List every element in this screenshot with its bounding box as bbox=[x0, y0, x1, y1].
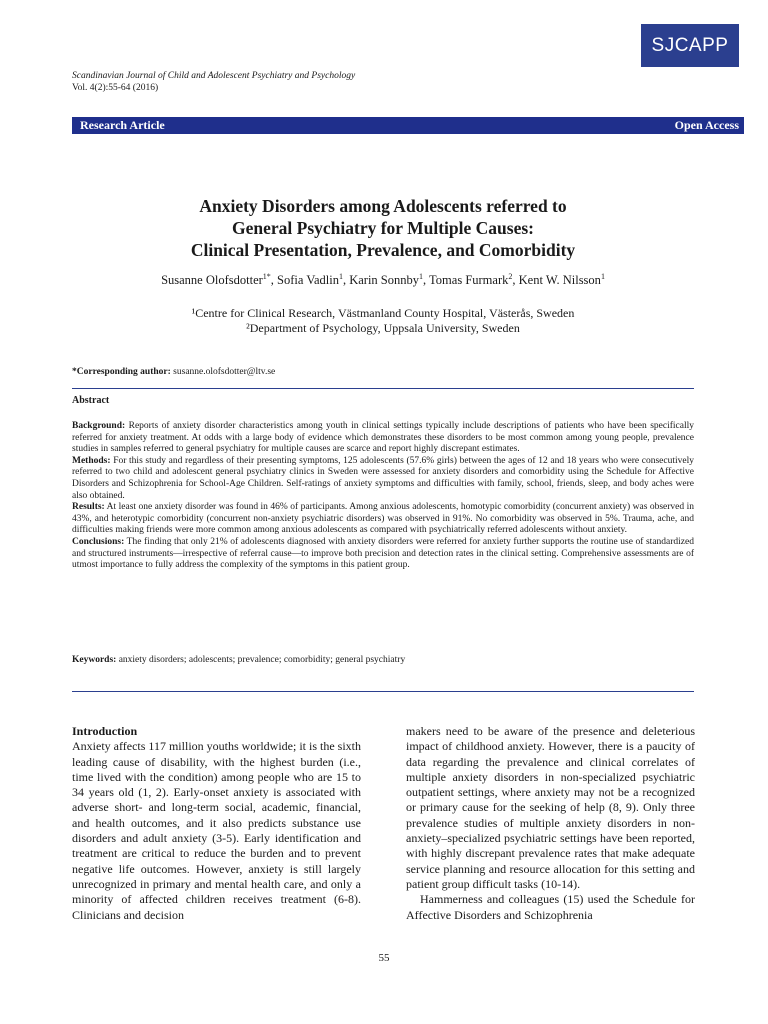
journal-logo: SJCAPP bbox=[641, 24, 739, 67]
page-number: 55 bbox=[378, 952, 390, 964]
divider-top bbox=[72, 388, 694, 389]
divider-bottom bbox=[72, 691, 694, 692]
author: Kent W. Nilsson$^1$ bbox=[518, 272, 605, 288]
intro-heading: Introduction bbox=[72, 724, 138, 738]
corresponding-email[interactable]: susanne.olofsdotter@ltv.se bbox=[173, 367, 276, 377]
open-access-label: Open Access bbox=[674, 118, 739, 132]
journal-name: Scandinavian Journal of Child and Adolescent Psychiatry and Psychology bbox=[72, 71, 356, 81]
abstract-background: Background: Reports of anxiety disorder characteristics among youth in clinical settings typically include descriptions of patients who have been specifically referred for anxiety treatment. At odds with a large body of evidence which demonstrates these disorders to be most common among young people, prevalence studies in samples referred to general psychiatry for multiple causes are scarce and report highly discrepant estimates. bbox=[72, 421, 695, 455]
abstract-results: Results: At least one anxiety disorder was found in 46% of participants. Among anxious adolescents, homotypic comorbidity (concurrent anxiety) was observed in 43%, and heterotypic comorbidity (concurrent non-anxiety psychiatric disorders) was observed in 91%. No comorbidity was observed in 5%. Trauma, ache, and difficulties making friends were more common among anxious adolescents as compared with psychiatrically referred adolescents without anxiety. bbox=[72, 502, 694, 536]
author: Karin Sonnby$^1$, bbox=[349, 272, 430, 288]
abstract-body bbox=[72, 421, 694, 572]
title-line-2: General Psychiatry for Multiple Causes: bbox=[232, 218, 534, 238]
title-line-3: Clinical Presentation, Prevalence, and Comorbidity bbox=[190, 240, 576, 260]
intro-column-right bbox=[406, 724, 695, 923]
intro-column-left bbox=[72, 724, 361, 923]
corresponding-author bbox=[72, 367, 275, 377]
author: Susanne Olofsdotter$^{1*}$, bbox=[161, 272, 278, 288]
affiliations bbox=[72, 306, 694, 336]
keywords bbox=[72, 655, 694, 665]
affiliation-1: ¹Centre for Clinical Research, Västmanland County Hospital, Västerås, Sweden bbox=[191, 306, 575, 320]
intro-paragraph-continued: makers need to be aware of the presence and deleterious impact of childhood anxiety. However, there is a paucity of data regarding the prevalence and clinical correlates of multiple anxiety disorders in non-specialized psychiatric outpatient settings, where anxiety may not be a recognized or primary cause for the seeking of help (8, 9). Only three prevalence studies of multiple anxiety disorders in non-anxiety–specialized psychiatric settings have been reported, with highly discrepant prevalence rates that make adequate service planning and resource allocation for this setting and patient group difficult tasks (10-14). bbox=[406, 724, 695, 891]
affiliation-2: ²Department of Psychology, Uppsala University, Sweden bbox=[246, 321, 520, 335]
keywords-label: Keywords: bbox=[72, 655, 117, 665]
journal-info bbox=[72, 70, 355, 94]
abstract-heading: Abstract bbox=[72, 395, 110, 406]
abstract-methods: Methods: For this study and regardless of their presenting symptoms, 125 adolescents (57.6% girls) between the ages of 12 and 18 years who were consecutively referred to two child and adolescent general psychiatry clinics in Sweden were assessed for anxiety disorders and comorbidity using the Schedule for Affective Disorders and Schizophrenia for School-Age Children. Self-ratings of anxiety symptoms and difficulties with family, school, friends, sleep, and body aches were also obtained. bbox=[72, 455, 694, 501]
author: Tomas Furmark$^2$, bbox=[429, 272, 519, 288]
keywords-text: anxiety disorders; adolescents; prevalence; comorbidity; general psychiatry bbox=[118, 655, 406, 665]
abstract-conclusions: Conclusions: The finding that only 21% of adolescents diagnosed with anxiety disorders were referred for anxiety further supports the routine use of standardized and structured instruments—irrespective of referral cause—to improve both precision and detection rates in the clinical setting. Comprehensive assessments are of utmost importance to fully address the complexity of the symptoms in this patient group. bbox=[72, 536, 694, 571]
author: Sofia Vadlin$^1$, bbox=[277, 272, 350, 288]
intro-paragraph: Anxiety affects 117 million youths worldwide; it is the sixth leading cause of disability, with the highest burden (i.e., time lived with the condition) among people who are 15 to 34 years old (1, 2). Early-onset anxiety is associated with adverse short- and long-term social, academic, financial, and health outcomes, and it also predicts substance use disorders and adult anxiety (3-5). Early identification and treatment are critical to reduce the burden and to prevent negative life outcomes. However, anxiety is still largely unrecognized in primary and mental health care, and only a minority of affected children receives treatment (6-8). Clinicians and decision bbox=[72, 739, 361, 922]
corresponding-label: *Corresponding author: bbox=[72, 367, 171, 377]
author-list bbox=[72, 272, 694, 288]
article-type-label: Research Article bbox=[80, 118, 165, 132]
paper-title bbox=[72, 195, 694, 261]
article-type-banner bbox=[72, 117, 744, 134]
title-line-1: Anxiety Disorders among Adolescents referred to bbox=[199, 196, 567, 216]
intro-paragraph-2: Hammerness and colleagues (15) used the Schedule for Affective Disorders and Schizophrenia bbox=[406, 892, 695, 922]
journal-volume: Vol. 4(2):55-64 (2016) bbox=[72, 83, 159, 93]
